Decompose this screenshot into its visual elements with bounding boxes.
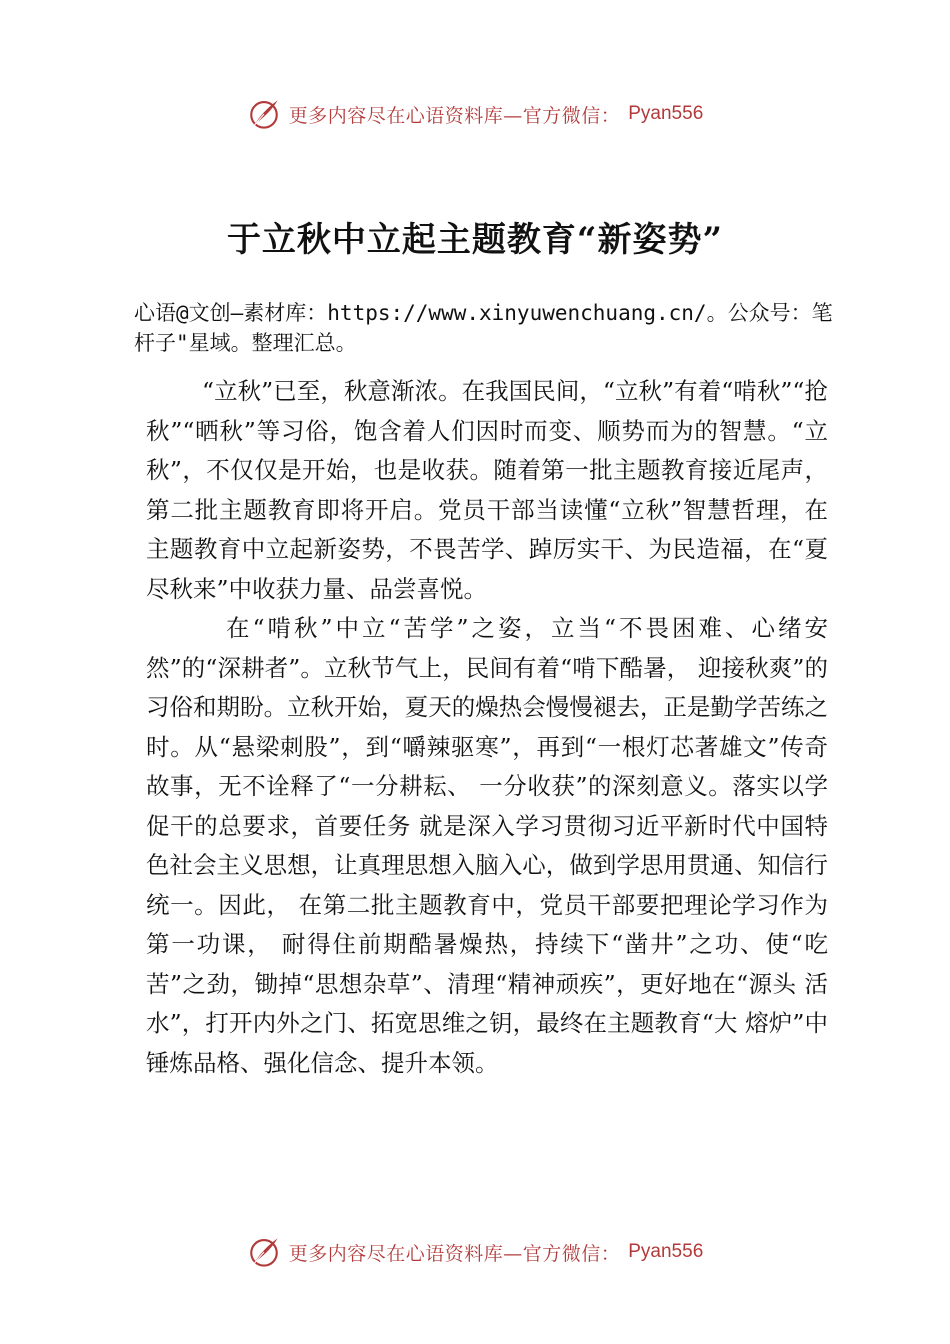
banner-text: 更多内容尽在心语资料库—官方微信： (288, 1242, 621, 1265)
paragraph: 在“啃秋”中立“苦学”之姿，立当“不畏困难、心绪安然”的“深耕者”。立秋节气上，民间有着“啃下酷暑， 迎接秋爽”的习俗和期盼。立秋开始，夏天的燥热会慢慢褪去，正是勤学苦练之时。从“悬梁刺股”，到“嚼辣驱寒”，再到“一根灯芯著雄文”传奇故事，无不诠释了“一分耕耘、 一分收获”的深刻意义。落实以学促干的总要求，首要任务 就是深入学习贯彻习近平新时代中国特色社会主义思想，让真理思想入脑入心，做到学思用贯通、知信行统一。因此， 在第二批主题教育中，党员干部要把理论学习作为第一功课， 耐得住前期酷暑燥热，持续下“凿井”之功、使“吃苦”之劲，锄掉“思想杂草”、清理“精神顽疾”，更好地在“源头 活水”，打开内外之门、拓宽思维之钥，最终在主题教育“大 熔炉”中锤炼品格、强化信念、提升本领。 (146, 614, 828, 1077)
banner-text: 更多内容尽在心语资料库—官方微信： (288, 104, 621, 127)
banner-wechat-id: Pyan556 (628, 103, 704, 124)
footer-banner (0, 1232, 950, 1272)
header-banner (0, 94, 950, 134)
source-line: 心语@文创—素材库：https://www.xinyuwenchuang.cn/。公众号：笔杆子"星域。整理汇总。 (134, 301, 833, 355)
document-body (146, 372, 828, 1083)
feather-pen-logo-icon (247, 97, 281, 131)
feather-pen-logo-icon (247, 1235, 281, 1269)
banner-wechat-id: Pyan556 (628, 1241, 704, 1262)
document-title: 于立秋中立起主题教育“新姿势” (226, 220, 724, 260)
paragraph: “立秋”已至，秋意渐浓。在我国民间，“立秋”有着“啃秋”“抢秋”“晒秋”等习俗，饱含着人们因时而变、顺势而为的智慧。“立秋”，不仅仅是开始，也是收获。随着第一批主题教育接近尾声，第二批主题教育即将开启。党员干部当读懂“立秋”智慧哲理，在主题教育中立起新姿势，不畏苦学、踔厉实干、为民造福，在“夏尽秋来”中收获力量、品尝喜悦。 (146, 377, 828, 603)
